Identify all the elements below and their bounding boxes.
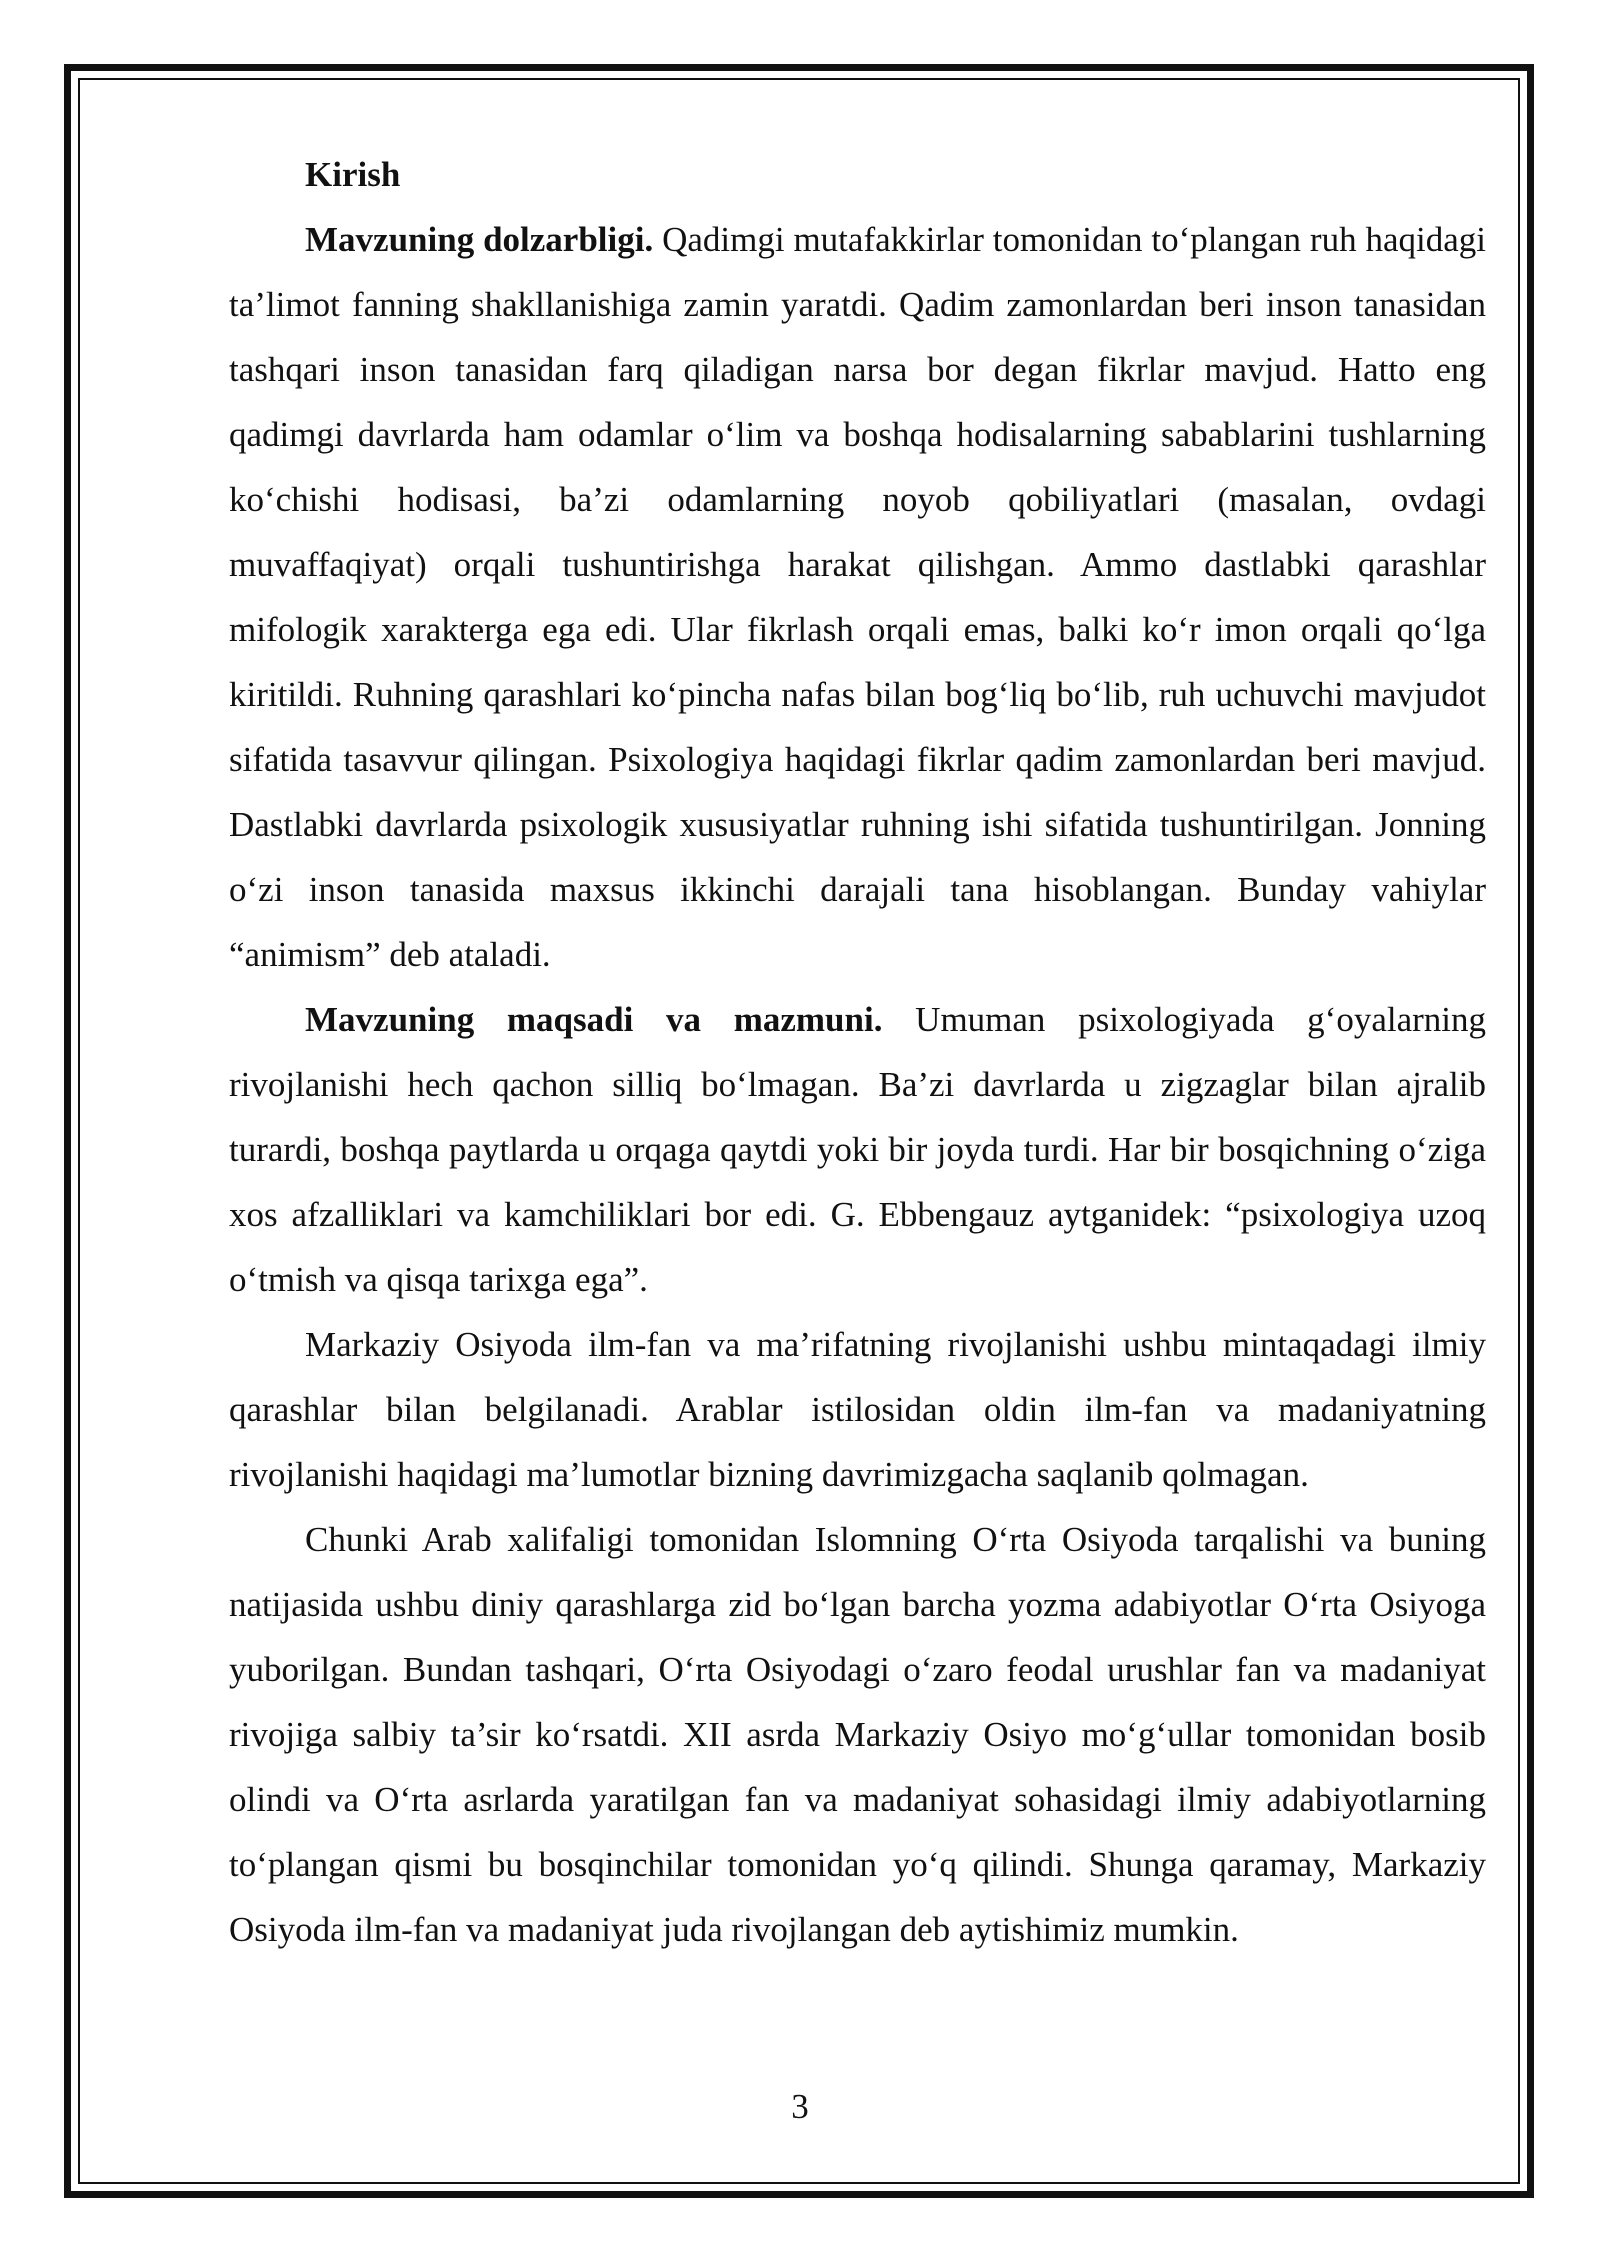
paragraph-central-asia: Markaziy Osiyoda ilm-fan va ma’rifatning rivojlanishi ushbu mintaqadagi ilmiy qarashlar bilan belgilanadi. Arablar istilosidan oldin ilm-fan va madaniyatning rivojlanishi haqidagi ma’lumotlar bizning davrimizgacha saqlanib qolmagan. [229, 1325, 1486, 1494]
paragraph-lead: Mavzuning maqsadi va mazmuni. [305, 1000, 883, 1039]
paragraph-goal [229, 987, 1486, 1312]
paragraph-text: Qadimgi mutafakkirlar tomonidan to‘plangan ruh haqidagi ta’limot fanning shakllanishiga zamin yaratdi. Qadim zamonlardan beri inson tanasidan tashqari inson tanasidan farq qiladigan narsa bor degan fikrlar mavjud. Hatto eng qadimgi davrlarda ham odamlar o‘lim va boshqa hodisalarning sabablarini tushlarning ko‘chishi hodisasi, ba’zi odamlarning noyob qobiliyatlari (masalan, ovdagi muvaffaqiyat) orqali tushuntirishga harakat qilishgan. Ammo dastlabki qarashlar mifologik xarakterga ega edi. Ular fikrlash orqali emas, balki ko‘r imon orqali qo‘lga kiritildi. Ruhning qarashlari ko‘pincha nafas bilan bog‘liq bo‘lib, ruh uchuvchi mavjudot sifatida tasavvur qilingan. Psixologiya haqidagi fikrlar qadim zamonlardan beri mavjud. Dastlabki davrlarda psixologik xususiyatlar ruhning ishi sifatida tushuntirilgan. Jonning o‘zi inson tanasida maxsus ikkinchi darajali tana hisoblangan. Bunday vahiylar “animism” deb ataladi. [229, 220, 1486, 974]
section-heading: Kirish [305, 155, 401, 194]
document-body [229, 142, 1486, 1962]
paragraph-lead: Mavzuning dolzarbligi. [305, 220, 654, 259]
page-number: 3 [791, 2087, 809, 2126]
paragraph-text: Umuman psixologiyada g‘oyalarning rivojlanishi hech qachon silliq bo‘lmagan. Ba’zi davrlarda u zigzaglar bilan ajralib turardi, boshqa paytlarda u orqaga qaytdi yoki bir joyda turdi. Har bir bosqichning o‘ziga xos afzalliklari va kamchiliklari bor edi. G. Ebbengauz aytganidek: “psixologiya uzoq o‘tmish va qisqa tarixga ega”. [229, 1000, 1487, 1299]
paragraph-arab-caliphate: Chunki Arab xalifaligi tomonidan Islomning O‘rta Osiyoda tarqalishi va buning natijasida ushbu diniy qarashlarga zid bo‘lgan barcha yozma adabiyotlar O‘rta Osiyoga yuborilgan. Bundan tashqari, O‘rta Osiyodagi o‘zaro feodal urushlar fan va madaniyat rivojiga salbiy ta’sir ko‘rsatdi. XII asrda Markaziy Osiyo mo‘g‘ullar tomonidan bosib olindi va O‘rta asrlarda yaratilgan fan va madaniyat sohasidagi ilmiy adabiyotlarning to‘plangan qismi bu bosqinchilar tomonidan yo‘q qilindi. Shunga qaramay, Markaziy Osiyoda ilm-fan va madaniyat juda rivojlangan deb aytishimiz mumkin. [229, 1520, 1486, 1949]
paragraph-relevance [229, 207, 1486, 987]
